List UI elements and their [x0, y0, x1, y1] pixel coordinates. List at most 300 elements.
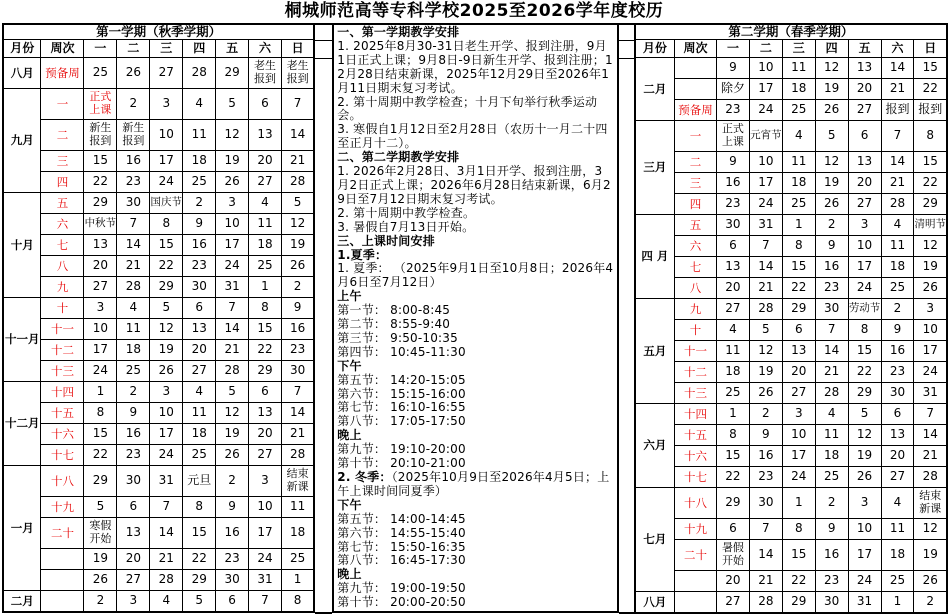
calendar-week-row	[635, 257, 947, 278]
day-cell: 2	[117, 89, 150, 120]
day-cell: 6	[782, 320, 815, 341]
calendar-week-row	[635, 236, 947, 257]
day-cell: 31	[848, 592, 881, 614]
calendar-week-row	[3, 497, 314, 518]
arrangement-line	[337, 26, 613, 40]
arrangement-line	[337, 165, 613, 207]
day-cell: 6	[249, 89, 282, 120]
day-cell: 17	[848, 540, 881, 571]
day-cell: 30	[815, 592, 848, 614]
day-cell: 13	[848, 58, 881, 79]
day-cell: 3	[848, 215, 881, 236]
event-cell: 劳动节	[848, 299, 881, 320]
week-number: 十四	[41, 382, 84, 403]
day-cell: 30	[749, 488, 782, 519]
day-cell: 14	[749, 540, 782, 571]
day-cell: 22	[84, 172, 117, 193]
day-cell: 11	[249, 214, 282, 235]
event-cell: 报到	[914, 100, 947, 121]
day-cell: 25	[117, 361, 150, 382]
calendar-week-row	[635, 425, 947, 446]
day-cell: 12	[216, 403, 249, 424]
day-cell: 6	[848, 121, 881, 152]
day-cell: 8	[782, 519, 815, 540]
day-cell: 27	[249, 172, 282, 193]
day-cell: 13	[782, 341, 815, 362]
day-cell: 20	[848, 173, 881, 194]
calendar-week-row	[3, 298, 314, 319]
day-cell: 24	[749, 194, 782, 215]
day-cell: 4	[782, 121, 815, 152]
arrangement-text: 第七节： 16:10-16:55	[337, 400, 466, 415]
day-cell: 24	[848, 571, 881, 592]
semester2-calendar-table	[634, 23, 948, 614]
event-cell: 结束新课	[914, 488, 947, 519]
day-cell: 28	[914, 467, 947, 488]
calendar-week-row	[635, 488, 947, 519]
calendar-week-row	[3, 172, 314, 193]
day-cell: 3	[150, 89, 183, 120]
day-cell: 28	[881, 194, 914, 215]
day-cell: 2	[881, 299, 914, 320]
day-cell: 9	[216, 497, 249, 518]
day-cell: 31	[914, 383, 947, 404]
column-header: 月份	[635, 40, 675, 58]
day-cell: 12	[914, 519, 947, 540]
day-cell: 16	[183, 235, 216, 256]
page-title: 桐城师范高等专科学校2025至2026学年度校历	[284, 1, 664, 21]
day-cell: 10	[782, 425, 815, 446]
day-cell: 21	[815, 362, 848, 383]
day-cell: 6	[117, 497, 150, 518]
month-label: 四 月	[635, 215, 675, 299]
arrangement-heading-text: 2. 冬季：	[337, 470, 392, 484]
day-cell: 11	[782, 152, 815, 173]
day-cell: 15	[848, 341, 881, 362]
arrangement-line	[337, 221, 613, 235]
panel-gap-right	[619, 23, 634, 614]
day-cell: 12	[749, 341, 782, 362]
arrangement-text: 1. 夏季： （2025年9月1日至10月8日；2026年4月6日至7月12日）	[337, 261, 614, 290]
day-cell: 15	[150, 235, 183, 256]
week-number: 十七	[41, 445, 84, 466]
day-cell: 6	[717, 236, 750, 257]
week-number: 十八	[41, 466, 84, 497]
day-cell: 1	[717, 404, 750, 425]
calendar-week-row	[635, 152, 947, 173]
day-cell: 11	[281, 497, 314, 518]
day-cell: 6	[717, 519, 750, 540]
week-number: 二十	[41, 518, 84, 549]
calendar-week-row	[3, 518, 314, 549]
day-cell: 18	[881, 257, 914, 278]
day-cell: 4	[881, 215, 914, 236]
column-header: 一	[84, 40, 117, 58]
week-number: 二十	[675, 540, 717, 571]
day-cell: 7	[150, 497, 183, 518]
day-cell: 18	[117, 340, 150, 361]
calendar-week-row	[635, 299, 947, 320]
day-cell: 22	[249, 340, 282, 361]
day-cell: 3	[117, 591, 150, 613]
day-cell: 23	[815, 278, 848, 299]
day-cell: 17	[848, 257, 881, 278]
day-cell: 14	[815, 341, 848, 362]
day-cell: 16	[117, 151, 150, 172]
day-cell: 5	[216, 89, 249, 120]
arrangement-line	[337, 374, 613, 388]
day-cell: 14	[881, 152, 914, 173]
day-cell: 26	[749, 383, 782, 404]
day-cell: 7	[249, 591, 282, 613]
arrangement-line	[337, 457, 613, 471]
day-cell: 7	[914, 404, 947, 425]
column-header: 二	[117, 40, 150, 58]
day-cell: 13	[249, 120, 282, 151]
day-cell: 15	[914, 58, 947, 79]
day-cell: 21	[881, 173, 914, 194]
day-cell: 20	[782, 362, 815, 383]
day-cell: 9	[281, 298, 314, 319]
day-cell: 11	[717, 341, 750, 362]
day-cell: 28	[815, 383, 848, 404]
arrangement-line	[337, 415, 613, 429]
day-cell: 5	[749, 320, 782, 341]
day-cell: 15	[183, 518, 216, 549]
day-cell: 8	[84, 403, 117, 424]
day-cell: 23	[281, 340, 314, 361]
panel-gap-left	[315, 23, 332, 614]
day-cell: 15	[782, 540, 815, 571]
day-cell: 5	[216, 382, 249, 403]
day-cell: 10	[914, 320, 947, 341]
calendar-week-row	[635, 341, 947, 362]
day-cell: 23	[881, 362, 914, 383]
column-header: 五	[216, 40, 249, 58]
day-cell: 28	[281, 172, 314, 193]
day-cell: 23	[717, 100, 750, 121]
day-cell: 11	[183, 120, 216, 151]
week-number: 十二	[675, 362, 717, 383]
day-cell: 21	[216, 340, 249, 361]
day-cell: 17	[914, 341, 947, 362]
column-header: 四	[815, 40, 848, 58]
day-cell: 18	[815, 446, 848, 467]
arrangement-line	[337, 499, 613, 513]
month-label: 九月	[3, 89, 41, 193]
week-number: 四	[675, 194, 717, 215]
week-number: 一	[41, 89, 84, 120]
day-cell: 1	[782, 488, 815, 519]
semester1-calendar-table	[2, 23, 315, 613]
day-cell: 26	[914, 278, 947, 299]
day-cell: 30	[117, 193, 150, 214]
day-cell: 13	[117, 518, 150, 549]
semester-caption: 第一学期（秋季学期）	[3, 24, 314, 40]
day-cell: 29	[84, 466, 117, 497]
week-number: 十五	[41, 403, 84, 424]
day-cell: 26	[914, 571, 947, 592]
arrangement-line	[337, 360, 613, 374]
day-cell: 17	[216, 235, 249, 256]
day-cell: 23	[749, 467, 782, 488]
day-cell: 25	[249, 256, 282, 277]
day-cell: 25	[717, 383, 750, 404]
week-number: 十六	[41, 424, 84, 445]
event-cell: 元旦	[183, 466, 216, 497]
day-cell: 4	[815, 404, 848, 425]
day-cell: 8	[848, 320, 881, 341]
day-cell: 8	[717, 425, 750, 446]
day-cell: 10	[749, 152, 782, 173]
day-cell: 11	[881, 519, 914, 540]
day-cell: 17	[749, 79, 782, 100]
day-cell: 27	[117, 570, 150, 591]
day-cell: 3	[914, 299, 947, 320]
week-number: 十	[41, 298, 84, 319]
arrangement-text: 第十节： 20:10-21:00	[337, 456, 466, 471]
day-cell: 4	[150, 591, 183, 613]
column-header: 四	[183, 40, 216, 58]
day-cell: 15	[249, 319, 282, 340]
day-cell: 29	[848, 383, 881, 404]
day-cell: 8	[183, 497, 216, 518]
arrangement-text: （2025年10月9日至2026年4月5日；上午上课时间同夏季）	[337, 470, 610, 498]
day-cell: 2	[216, 466, 249, 497]
arrangement-heading-text: 1.夏季：	[337, 247, 388, 262]
day-cell: 2	[183, 193, 216, 214]
calendar-week-row	[3, 235, 314, 256]
gap-grid-line	[619, 40, 634, 41]
arrangement-text: 第六节： 15:15-16:00	[337, 386, 466, 401]
day-cell: 24	[848, 278, 881, 299]
day-cell: 9	[117, 403, 150, 424]
day-cell: 26	[150, 361, 183, 382]
day-cell: 31	[150, 466, 183, 497]
day-cell: 23	[183, 256, 216, 277]
day-cell: 5	[150, 298, 183, 319]
day-cell: 18	[281, 518, 314, 549]
day-cell: 17	[249, 518, 282, 549]
day-cell: 28	[749, 592, 782, 614]
week-number: 预备周	[675, 100, 717, 121]
day-cell: 14	[881, 58, 914, 79]
day-cell: 18	[183, 151, 216, 172]
day-cell: 12	[216, 120, 249, 151]
day-cell: 15	[782, 257, 815, 278]
day-cell: 24	[84, 361, 117, 382]
arrangement-text: 第一节： 8:00-8:45	[337, 303, 451, 318]
day-cell: 10	[84, 319, 117, 340]
day-cell: 1	[249, 277, 282, 298]
day-cell: 21	[749, 571, 782, 592]
day-cell: 22	[84, 445, 117, 466]
day-cell: 10	[150, 120, 183, 151]
arrangement-text: 第九节： 19:00-19:50	[337, 581, 466, 596]
day-cell: 21	[749, 278, 782, 299]
event-cell: 新生报到	[84, 120, 117, 151]
day-cell: 21	[281, 151, 314, 172]
day-cell: 27	[183, 361, 216, 382]
day-cell: 14	[216, 319, 249, 340]
arrangement-text: 第六节： 14:55-15:40	[337, 525, 466, 540]
arrangement-line	[337, 513, 613, 527]
day-cell: 16	[815, 257, 848, 278]
arrangement-heading-text: 晚上	[337, 428, 362, 443]
day-cell: 4	[183, 89, 216, 120]
day-cell: 24	[749, 100, 782, 121]
day-cell: 22	[183, 549, 216, 570]
column-header: 月份	[3, 40, 41, 58]
week-number: 十三	[41, 361, 84, 382]
calendar-week-row	[635, 215, 947, 236]
day-cell: 19	[914, 540, 947, 571]
day-cell: 19	[216, 424, 249, 445]
day-cell: 19	[84, 549, 117, 570]
day-cell: 7	[749, 519, 782, 540]
day-cell: 13	[84, 235, 117, 256]
day-cell: 9	[881, 320, 914, 341]
day-cell: 1	[281, 570, 314, 591]
calendar-week-row	[3, 256, 314, 277]
day-cell: 3	[216, 193, 249, 214]
event-cell: 暑假开始	[717, 540, 750, 571]
day-cell: 7	[281, 382, 314, 403]
arrangement-line	[337, 123, 613, 151]
day-cell: 6	[216, 591, 249, 613]
day-cell: 25	[183, 445, 216, 466]
day-cell: 1	[782, 215, 815, 236]
week-number: 八	[675, 278, 717, 299]
week-number: 六	[675, 236, 717, 257]
day-cell: 29	[782, 592, 815, 614]
day-cell: 17	[84, 340, 117, 361]
day-cell: 9	[749, 425, 782, 446]
gap-grid-line	[315, 58, 332, 59]
column-header: 三	[150, 40, 183, 58]
day-cell: 18	[782, 79, 815, 100]
arrangement-line	[337, 443, 613, 457]
arrangement-line	[337, 554, 613, 568]
calendar-week-row	[3, 466, 314, 497]
week-number: 五	[41, 193, 84, 214]
day-cell: 28	[183, 58, 216, 89]
calendar-week-row	[635, 383, 947, 404]
arrangement-line	[337, 40, 613, 96]
day-cell: 29	[216, 58, 249, 89]
day-cell: 15	[717, 446, 750, 467]
event-cell: 寒假开始	[84, 518, 117, 549]
week-number: 十五	[675, 425, 717, 446]
day-cell: 28	[749, 299, 782, 320]
event-cell: 老生报到	[281, 58, 314, 89]
day-cell: 29	[717, 488, 750, 519]
calendar-week-row	[3, 120, 314, 151]
day-cell: 3	[848, 488, 881, 519]
week-number	[675, 592, 717, 614]
day-cell: 2	[914, 592, 947, 614]
month-label: 八月	[3, 58, 41, 89]
week-number: 十九	[41, 497, 84, 518]
day-cell: 19	[914, 257, 947, 278]
day-cell: 26	[815, 194, 848, 215]
day-cell: 28	[117, 277, 150, 298]
calendar-week-row	[635, 404, 947, 425]
week-number: 预备周	[41, 58, 84, 89]
day-cell: 20	[717, 278, 750, 299]
event-cell: 国庆节	[150, 193, 183, 214]
day-cell: 21	[281, 424, 314, 445]
teaching-arrangement-panel	[332, 23, 618, 613]
calendar-week-row	[3, 361, 314, 382]
column-header: 六	[881, 40, 914, 58]
calendar-week-row	[635, 79, 947, 100]
calendar-week-row	[635, 592, 947, 614]
event-cell: 新生报到	[117, 120, 150, 151]
week-number	[675, 58, 717, 79]
calendar-week-row	[3, 193, 314, 214]
day-cell: 24	[216, 256, 249, 277]
day-cell: 19	[815, 79, 848, 100]
calendar-week-row	[3, 403, 314, 424]
day-cell: 7	[117, 214, 150, 235]
day-cell: 18	[881, 540, 914, 571]
day-cell: 13	[249, 403, 282, 424]
day-cell: 7	[216, 298, 249, 319]
day-cell: 6	[183, 298, 216, 319]
day-cell: 1	[84, 382, 117, 403]
day-cell: 18	[183, 424, 216, 445]
day-cell: 25	[183, 172, 216, 193]
day-cell: 9	[717, 58, 750, 79]
week-number: 十九	[675, 519, 717, 540]
day-cell: 12	[281, 214, 314, 235]
arrangement-line	[337, 527, 613, 541]
week-number: 十三	[675, 383, 717, 404]
calendar-week-row	[3, 445, 314, 466]
day-cell: 11	[183, 403, 216, 424]
day-cell: 30	[216, 570, 249, 591]
week-number	[675, 79, 717, 100]
day-cell: 5	[183, 591, 216, 613]
day-cell: 20	[249, 424, 282, 445]
column-header: 二	[749, 40, 782, 58]
day-cell: 5	[848, 404, 881, 425]
day-cell: 10	[150, 403, 183, 424]
day-cell: 31	[216, 277, 249, 298]
day-cell: 13	[881, 425, 914, 446]
arrangement-text: 第十节： 20:00-20:50	[337, 595, 466, 610]
day-cell: 26	[117, 58, 150, 89]
arrangement-text: 第八节： 17:05-17:50	[337, 414, 466, 429]
day-cell: 27	[84, 277, 117, 298]
day-cell: 15	[914, 152, 947, 173]
day-cell: 18	[717, 362, 750, 383]
day-cell: 9	[717, 152, 750, 173]
day-cell: 13	[717, 257, 750, 278]
day-cell: 24	[249, 549, 282, 570]
month-label: 八月	[635, 592, 675, 614]
day-cell: 7	[281, 89, 314, 120]
day-cell: 25	[815, 467, 848, 488]
day-cell: 22	[782, 278, 815, 299]
event-cell: 清明节	[914, 215, 947, 236]
day-cell: 6	[881, 404, 914, 425]
day-cell: 19	[749, 362, 782, 383]
day-cell: 29	[84, 193, 117, 214]
day-cell: 27	[881, 467, 914, 488]
day-cell: 4	[183, 382, 216, 403]
